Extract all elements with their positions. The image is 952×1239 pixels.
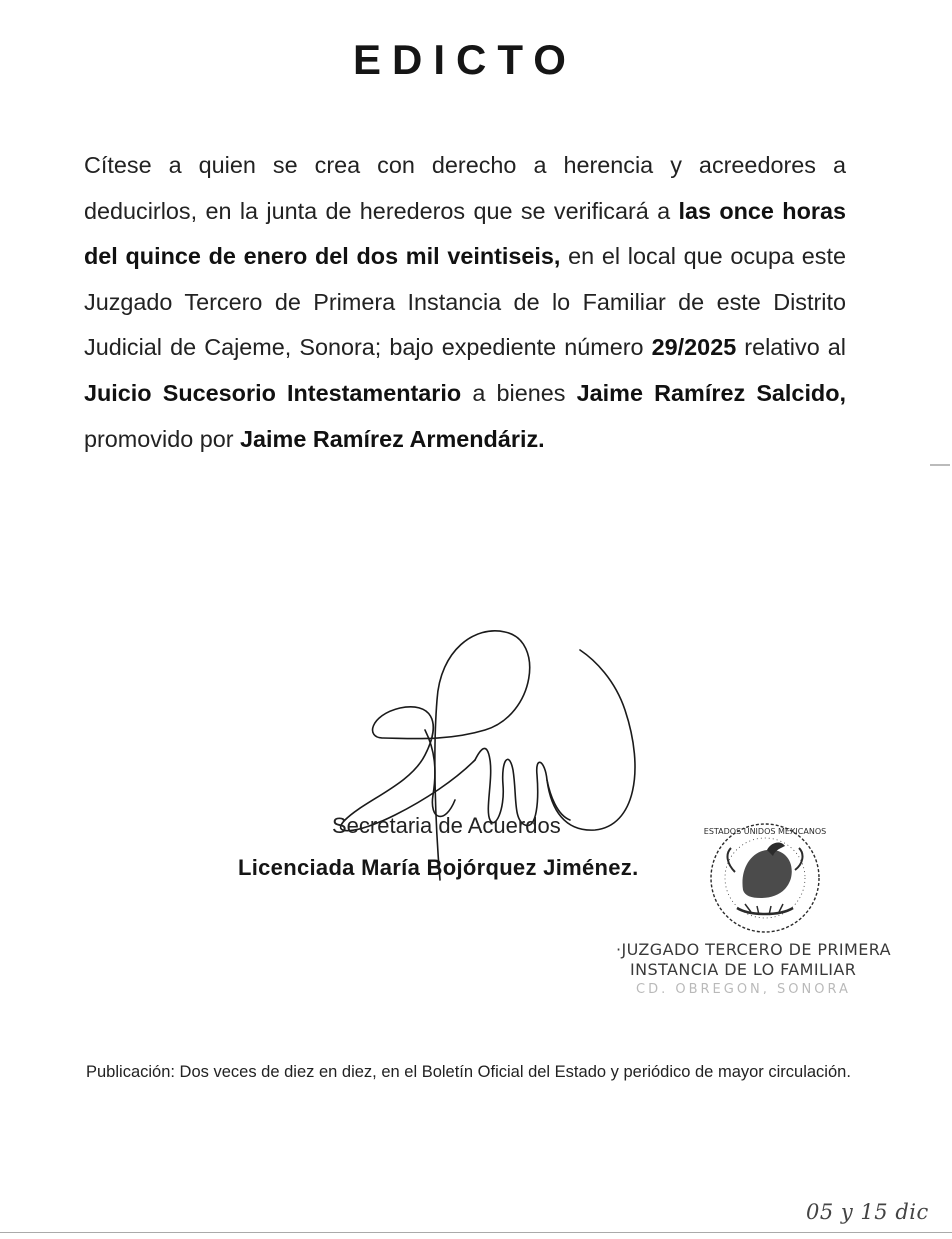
paragraph-segment: Cítese a quien se crea con derecho a herencia y acreedores a deducirlos, en la junta de herederos que se verificará a (84, 152, 846, 224)
signatory-name: Licenciada María Bojórquez Jiménez. (238, 855, 639, 880)
case-number: 29/2025 (651, 334, 737, 361)
seal-text: ESTADOS UNIDOS MEXICANOS (703, 827, 827, 836)
document-title: EDICTO (353, 36, 577, 83)
court-stamp (606, 940, 906, 994)
signatory-role: Secretaria de Acuerdos (332, 813, 561, 838)
hearing-date-text: las once horas del quince de enero del dos mil veintiseis, (84, 197, 846, 270)
handwritten-date-note: 05 y 15 dic (806, 1200, 929, 1224)
paragraph-segment: promovido por (84, 425, 241, 452)
paragraph-segment: a bienes (461, 379, 577, 406)
scan-edge-mark (930, 464, 950, 466)
mexican-coat-of-arms-seal-icon (695, 820, 830, 940)
publication-note: Publicación: Dos veces de diez en diez, en el Boletín Oficial del Estado y periódico de mayor circulación. (86, 1063, 851, 1081)
paragraph-segment: en el local que ocupa este Juzgado Tercero de Primera Instancia de lo Familiar de este Distrito Judicial de Cajeme, Sonora; bajo expediente número (84, 243, 846, 361)
decedent-name: Jaime Ramírez Salcido, (576, 379, 847, 406)
stamp-line-3: CD. OBREGON, SONORA (636, 982, 851, 994)
paragraph-segment: relativo al (736, 334, 847, 361)
scan-bottom-edge (0, 1232, 952, 1233)
stamp-line-2: INSTANCIA DE LO FAMILIAR (630, 960, 857, 979)
petitioner-name: Jaime Ramírez Armendáriz. (240, 425, 545, 452)
edict-paragraph (84, 143, 846, 462)
stamp-line-1: ·JUZGADO TERCERO DE PRIMERA (616, 940, 891, 959)
case-type: Juicio Sucesorio Intestamentario (84, 379, 462, 406)
